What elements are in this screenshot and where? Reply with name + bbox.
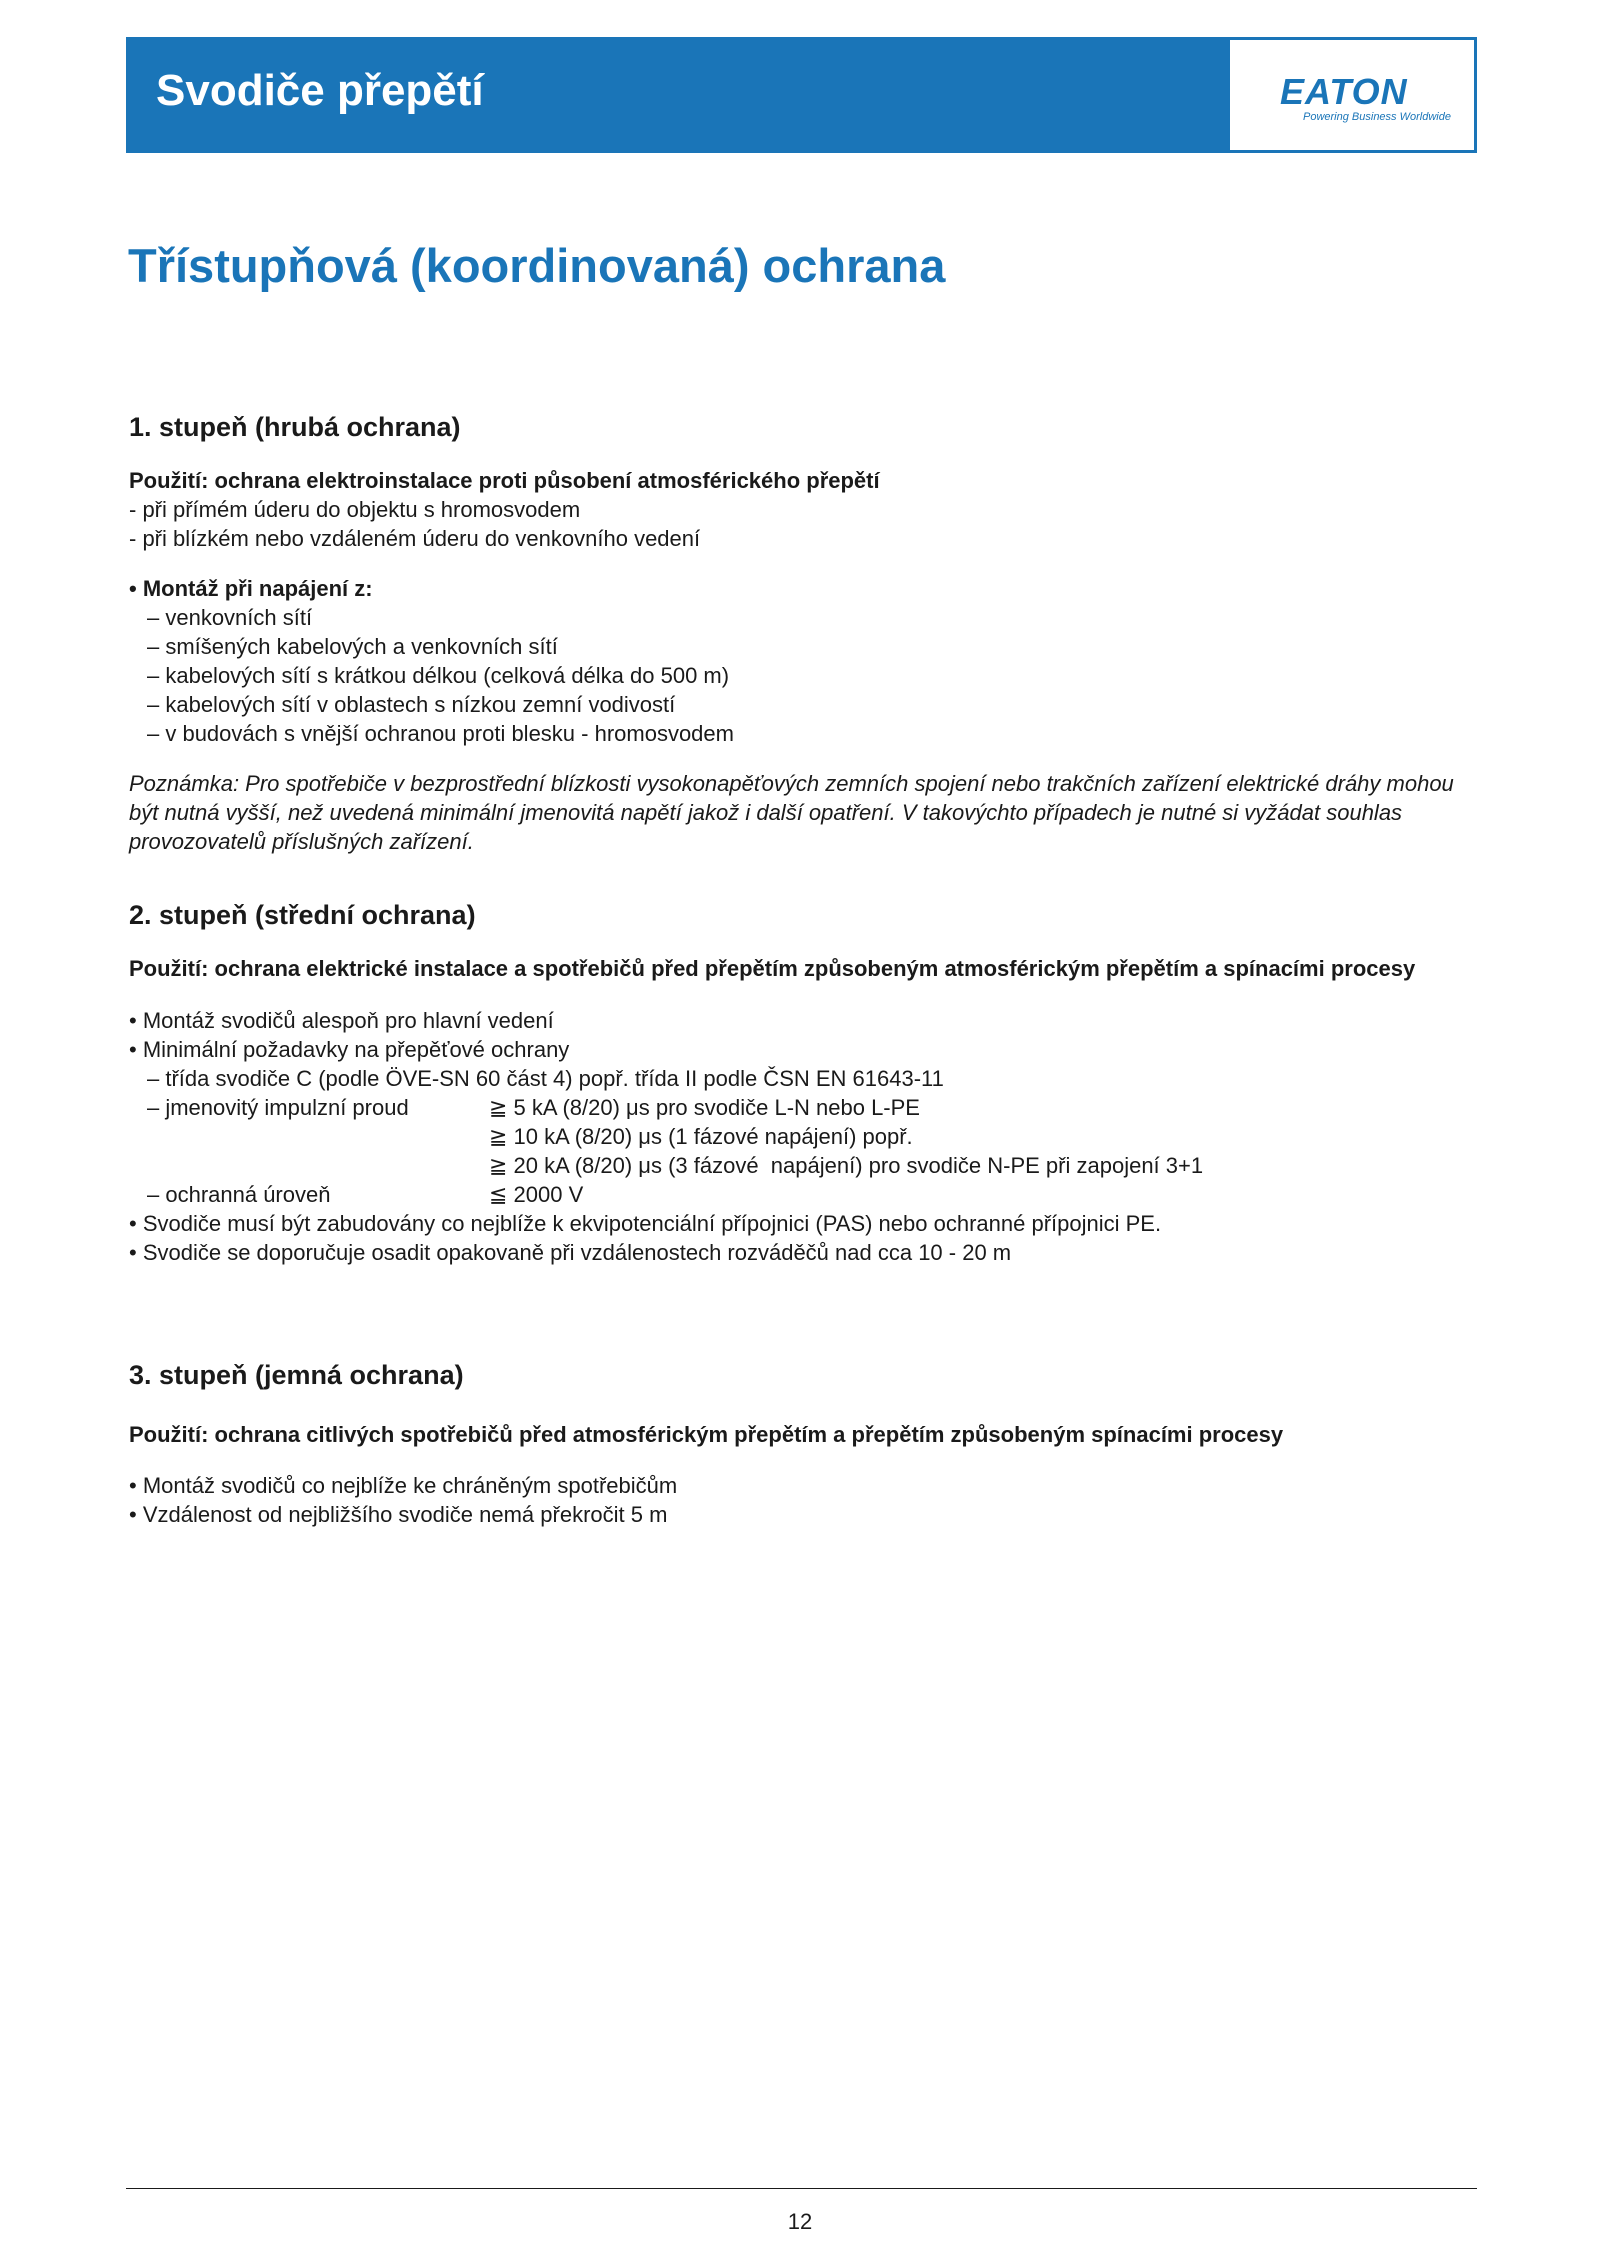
section-3-bullet: • Montáž svodičů co nejblíže ke chráněným spotřebičům <box>129 1473 678 1498</box>
impulse-current-row <box>129 1093 1479 1122</box>
section-3-title: 3. stupeň (jemná ochrana) <box>129 1360 464 1390</box>
section-1-mount-item: – v budovách s vnější ochranou proti blesku - hromosvodem <box>147 721 734 746</box>
section-1-title: 1. stupeň (hrubá ochrana) <box>129 412 461 442</box>
impulse-current-row <box>129 1122 1479 1151</box>
eaton-logo <box>1229 39 1475 151</box>
section-1-mount-item: – kabelových sítí v oblastech s nízkou zemní vodivostí <box>147 692 676 717</box>
section-1-mount-item: – kabelových sítí s krátkou délkou (celková délka do 500 m) <box>147 663 730 688</box>
protection-level-value: ≦ 2000 V <box>489 1182 584 1207</box>
section-1-mount-title: • Montáž při napájení z: <box>129 576 373 601</box>
header-title: Svodiče přepětí <box>156 66 484 115</box>
section-1-mount-item: – smíšených kabelových a venkovních sítí <box>147 634 558 659</box>
footer-divider <box>126 2188 1477 2189</box>
section-2-usage-block <box>129 954 1479 983</box>
impulse-current-label: – jmenovitý impulzní proud <box>147 1095 409 1120</box>
section-2-bullet: • Svodiče se doporučuje osadit opakovaně při vzdálenostech rozváděčů nad cca 10 - 20 m <box>129 1240 1012 1265</box>
impulse-current-value: ≧ 20 kA (8/20) μs (3 fázové napájení) pro svodiče N-PE při zapojení 3+1 <box>489 1153 1204 1178</box>
header-bar <box>126 37 1477 153</box>
section-3-list <box>129 1471 1479 1529</box>
section-1-usage-block <box>129 466 1479 553</box>
impulse-current-value: ≧ 10 kA (8/20) μs (1 fázové napájení) popř. <box>489 1124 913 1149</box>
section-2-title-block <box>129 898 1479 932</box>
section-1-usage-item: - při přímém úderu do objektu s hromosvodem <box>129 497 581 522</box>
section-2-bullet: • Svodiče musí být zabudovány co nejblíže k ekvipotenciální přípojnici (PAS) nebo ochranné přípojnici PE. <box>129 1211 1162 1236</box>
section-2-class-line: – třída svodiče C (podle ÖVE-SN 60 část 4) popř. třída II podle ČSN EN 61643-11 <box>147 1066 944 1091</box>
impulse-current-row <box>129 1151 1479 1180</box>
section-3-bullet: • Vzdálenost od nejbližšího svodiče nemá překročit 5 m <box>129 1502 668 1527</box>
page-number: 12 <box>787 2209 813 2234</box>
section-2-bullet: • Montáž svodičů alespoň pro hlavní vedení <box>129 1008 554 1033</box>
section-3-title-block <box>129 1358 1479 1392</box>
section-3-usage: Použití: ochrana citlivých spotřebičů před atmosférickým přepětím a přepětím způsobeným spínacími procesy <box>129 1422 1284 1447</box>
section-1-mount-item: – venkovních sítí <box>147 605 313 630</box>
section-1-mount-block <box>129 574 1479 748</box>
logo-wordmark: EATON <box>1280 71 1408 112</box>
section-1-title-block <box>129 410 1479 444</box>
section-1-usage-item: - při blízkém nebo vzdáleném úderu do venkovního vedení <box>129 526 701 551</box>
section-2-title: 2. stupeň (střední ochrana) <box>129 900 476 930</box>
logo-tagline: Powering Business Worldwide <box>1303 111 1451 123</box>
section-3-usage-block <box>129 1420 1479 1449</box>
section-1-usage: Použití: ochrana elektroinstalace proti působení atmosférického přepětí <box>129 468 880 493</box>
page-title: Třístupňová (koordinovaná) ochrana <box>128 239 946 292</box>
section-2-usage: Použití: ochrana elektrické instalace a spotřebičů před přepětím způsobeným atmosférickým přepětím a spínacími procesy <box>129 956 1416 981</box>
section-2-list <box>129 1006 1479 1267</box>
protection-level-label: – ochranná úroveň <box>147 1182 331 1207</box>
protection-level-row <box>129 1180 1479 1209</box>
section-1-note-block <box>129 769 1459 856</box>
section-2-bullet: • Minimální požadavky na přepěťové ochrany <box>129 1037 570 1062</box>
section-1-note: Poznámka: Pro spotřebiče v bezprostřední blízkosti vysokonapěťových zemních spojení nebo trakčních zařízení elektrické dráhy mohou být nutná vyšší, než uvedená minimální jmenovitá napětí jakož i další opatření. V takovýchto případech je nutné si vyžádat souhlas provozovatelů příslušných zařízení. <box>129 771 1454 854</box>
impulse-current-value: ≧ 5 kA (8/20) μs pro svodiče L-N nebo L-PE <box>489 1095 920 1120</box>
